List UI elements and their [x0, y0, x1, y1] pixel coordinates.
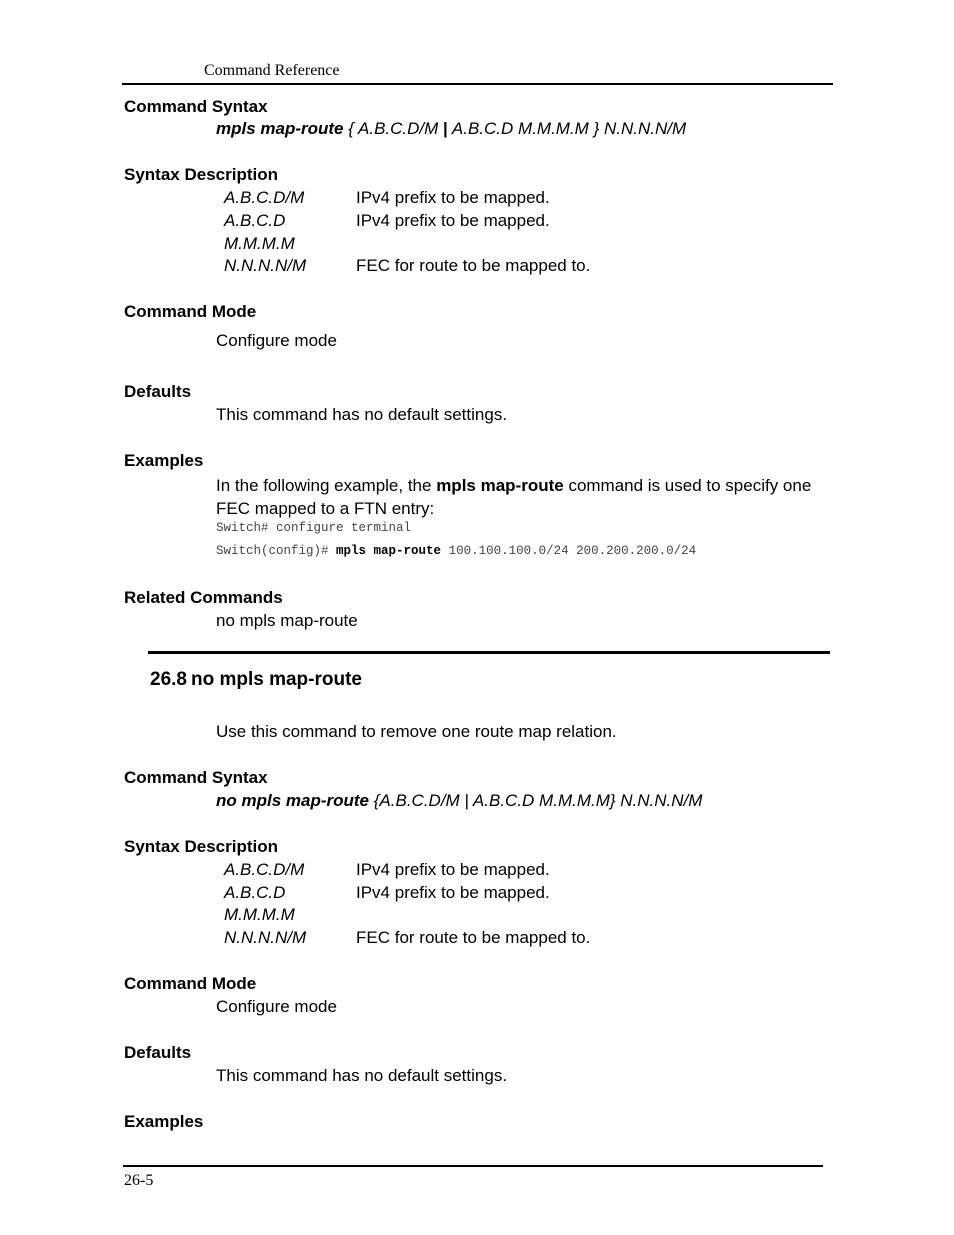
code-line: Switch# configure terminal [216, 521, 412, 535]
section-rule [148, 651, 830, 654]
code-line [216, 544, 696, 558]
command-syntax-line [216, 791, 702, 811]
syntax-command: no mpls map-route [216, 791, 370, 810]
example-description [216, 474, 836, 520]
param-desc: IPv4 prefix to be mapped. [356, 883, 550, 902]
param-name: A.B.C.D/M [224, 188, 305, 207]
syntax-args: {A.B.C.D/M | A.B.C.D M.M.M.M} N.N.N.N/M [369, 791, 703, 810]
example-command: mpls map-route [436, 476, 564, 495]
page-number: 26-5 [124, 1172, 154, 1189]
examples-heading: Examples [124, 1112, 204, 1131]
related-command: no mpls map-route [216, 611, 358, 630]
section-number: 26.8 [150, 669, 187, 690]
param-desc: IPv4 prefix to be mapped. [356, 188, 550, 207]
code-command: mpls map-route [336, 544, 442, 558]
syntax-description-heading: Syntax Description [124, 165, 278, 184]
syntax-command: mpls map-route [216, 119, 344, 138]
code-prompt: Switch(config)# [216, 544, 337, 558]
section-title: no mpls map-route [190, 669, 362, 690]
param-desc: IPv4 prefix to be mapped. [356, 211, 550, 230]
param-name: M.M.M.M [224, 905, 295, 924]
command-syntax-heading: Command Syntax [124, 768, 268, 787]
param-name: A.B.C.D/M [224, 860, 305, 879]
param-desc: FEC for route to be mapped to. [356, 256, 591, 275]
param-name: A.B.C.D [224, 211, 286, 230]
section-intro: Use this command to remove one route map relation. [216, 722, 617, 741]
example-text: command is used to specify one FEC mapped to a FTN entry: [216, 476, 812, 518]
syntax-args: A.B.C.D M.M.M.M } N.N.N.N/M [447, 119, 687, 138]
command-syntax-line [216, 119, 686, 139]
param-name: N.N.N.N/M [224, 928, 307, 947]
related-commands-heading: Related Commands [124, 588, 283, 607]
param-desc: FEC for route to be mapped to. [356, 928, 591, 947]
command-syntax-heading: Command Syntax [124, 97, 268, 116]
defaults-value: This command has no default settings. [216, 1066, 508, 1085]
header-rule [122, 83, 833, 85]
command-mode-heading: Command Mode [124, 302, 257, 321]
section-heading [150, 669, 362, 691]
param-name: N.N.N.N/M [224, 256, 307, 275]
syntax-description-heading: Syntax Description [124, 837, 278, 856]
command-mode-value: Configure mode [216, 997, 337, 1016]
example-text: In the following example, the [216, 476, 437, 495]
defaults-value: This command has no default settings. [216, 405, 508, 424]
running-header: Command Reference [204, 62, 340, 79]
footer-rule [123, 1165, 823, 1167]
examples-heading: Examples [124, 451, 204, 470]
param-name: M.M.M.M [224, 234, 295, 253]
syntax-args: { A.B.C.D/M [343, 119, 444, 138]
command-mode-value: Configure mode [216, 331, 337, 350]
syntax-pipe: | [443, 119, 448, 138]
param-desc: IPv4 prefix to be mapped. [356, 860, 550, 879]
command-mode-heading: Command Mode [124, 974, 257, 993]
defaults-heading: Defaults [124, 1043, 192, 1062]
code-args: 100.100.100.0/24 200.200.200.0/24 [441, 544, 697, 558]
param-name: A.B.C.D [224, 883, 286, 902]
defaults-heading: Defaults [124, 382, 192, 401]
